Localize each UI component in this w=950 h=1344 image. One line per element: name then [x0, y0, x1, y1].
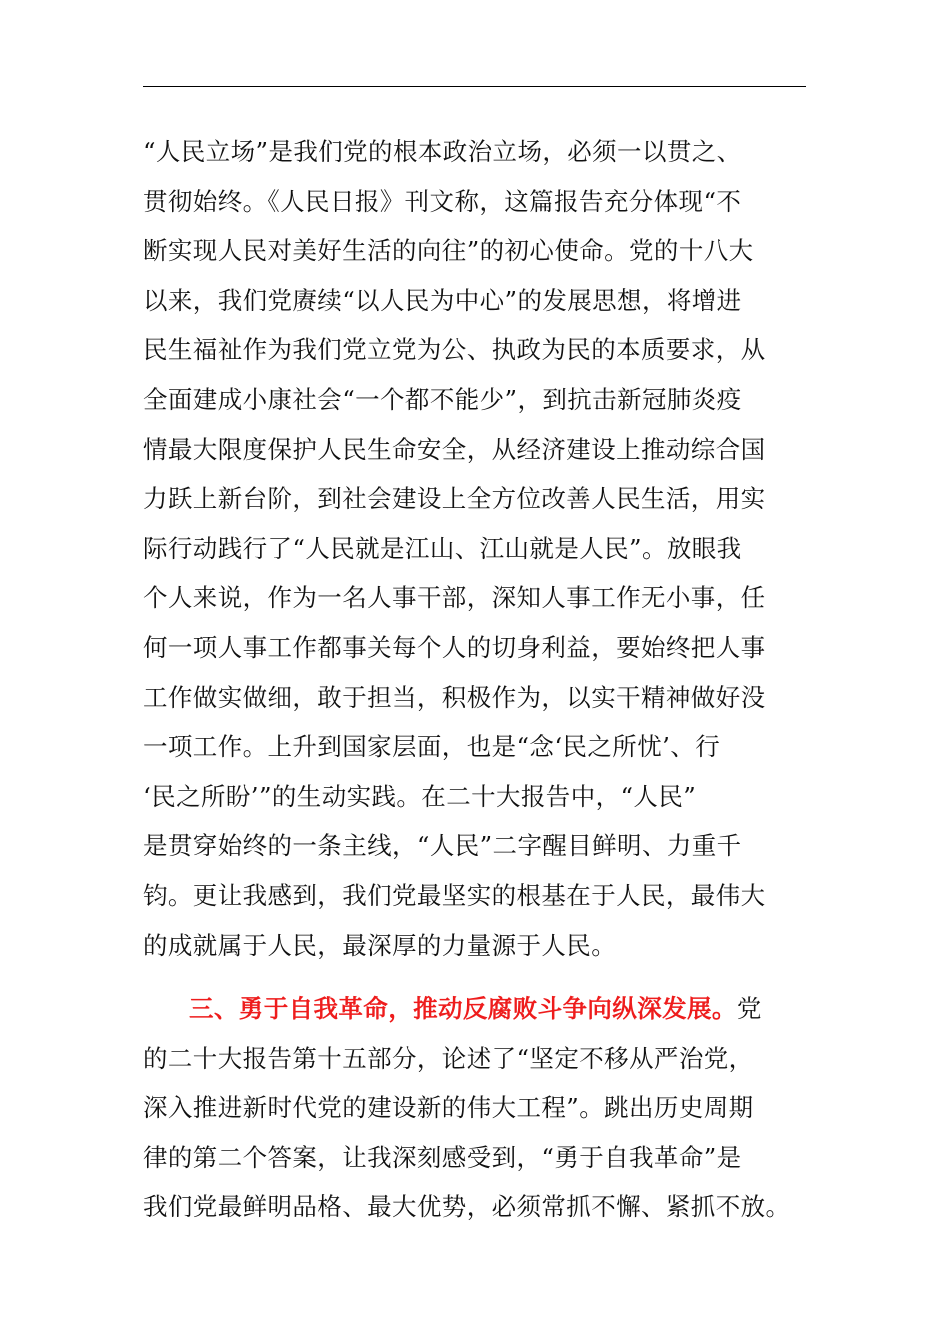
text-line: 个人来说，作为一名人事干部，深知人事工作无小事，任	[143, 583, 766, 613]
text-line: 全面建成小康社会“一个都不能少”，到抗击新冠肺炎疫	[143, 384, 742, 414]
paragraph-gap	[143, 970, 808, 984]
text-line: 以来，我们党赓续“以人民为中心”的发展思想，将增进	[143, 285, 742, 315]
document-body	[143, 127, 808, 1232]
heading-line-rest: 党	[736, 994, 762, 1024]
text-line: 贯彻始终。《人民日报》刊文称，这篇报告充分体现“不	[143, 186, 742, 216]
text-line: 一项工作。上升到国家层面，也是“念‘民之所忧’、行	[143, 732, 721, 762]
text-line: “人民立场”是我们党的根本政治立场，必须一以贯之、	[143, 137, 742, 166]
text-line: 的成就属于人民，最深厚的力量源于人民。	[143, 930, 617, 960]
text-line: 民生福祉作为我们党立党为公、执政为民的本质要求，从	[143, 335, 766, 365]
text-line: 情最大限度保护人民生命安全，从经济建设上推动综合国	[143, 434, 766, 464]
text-line: 断实现人民对美好生活的向往”的初心使命。党的十八大	[143, 236, 754, 266]
text-line: 工作做实做细，敢于担当，积极作为，以实干精神做好没	[143, 682, 766, 712]
text-line: 深入推进新时代党的建设新的伟大工程”。跳出历史周期	[143, 1093, 754, 1123]
text-line: 的二十大报告第十五部分，论述了“坚定不移从严治党，	[143, 1043, 754, 1073]
paragraph-people-stance	[143, 127, 808, 970]
paragraph-self-revolution	[143, 984, 808, 1232]
heading-line	[143, 984, 808, 1034]
text-line: 力跃上新台阶，到社会建设上全方位改善人民生活，用实	[143, 484, 766, 514]
text-line: 律的第二个答案，让我深刻感受到，“勇于自我革命”是	[143, 1142, 742, 1172]
text-line: 际行动践行了“人民就是江山、江山就是人民”。放眼我	[143, 533, 742, 563]
text-line: ‘民之所盼’”的生动实践。在二十大报告中，“人民”	[143, 781, 697, 811]
text-line: 我们党最鲜明品格、最大优势，必须常抓不懈、紧抓不放。	[143, 1192, 791, 1222]
section-heading: 三、勇于自我革命，推动反腐败斗争向纵深发展。	[189, 994, 737, 1024]
header-rule	[143, 86, 806, 87]
text-line: 钧。更让我感到，我们党最坚实的根基在于人民，最伟大	[143, 880, 766, 910]
text-line: 何一项人事工作都事关每个人的切身利益，要始终把人事	[143, 632, 766, 662]
text-line: 是贯穿始终的一条主线，“人民”二字醒目鲜明、力重千	[143, 831, 742, 861]
